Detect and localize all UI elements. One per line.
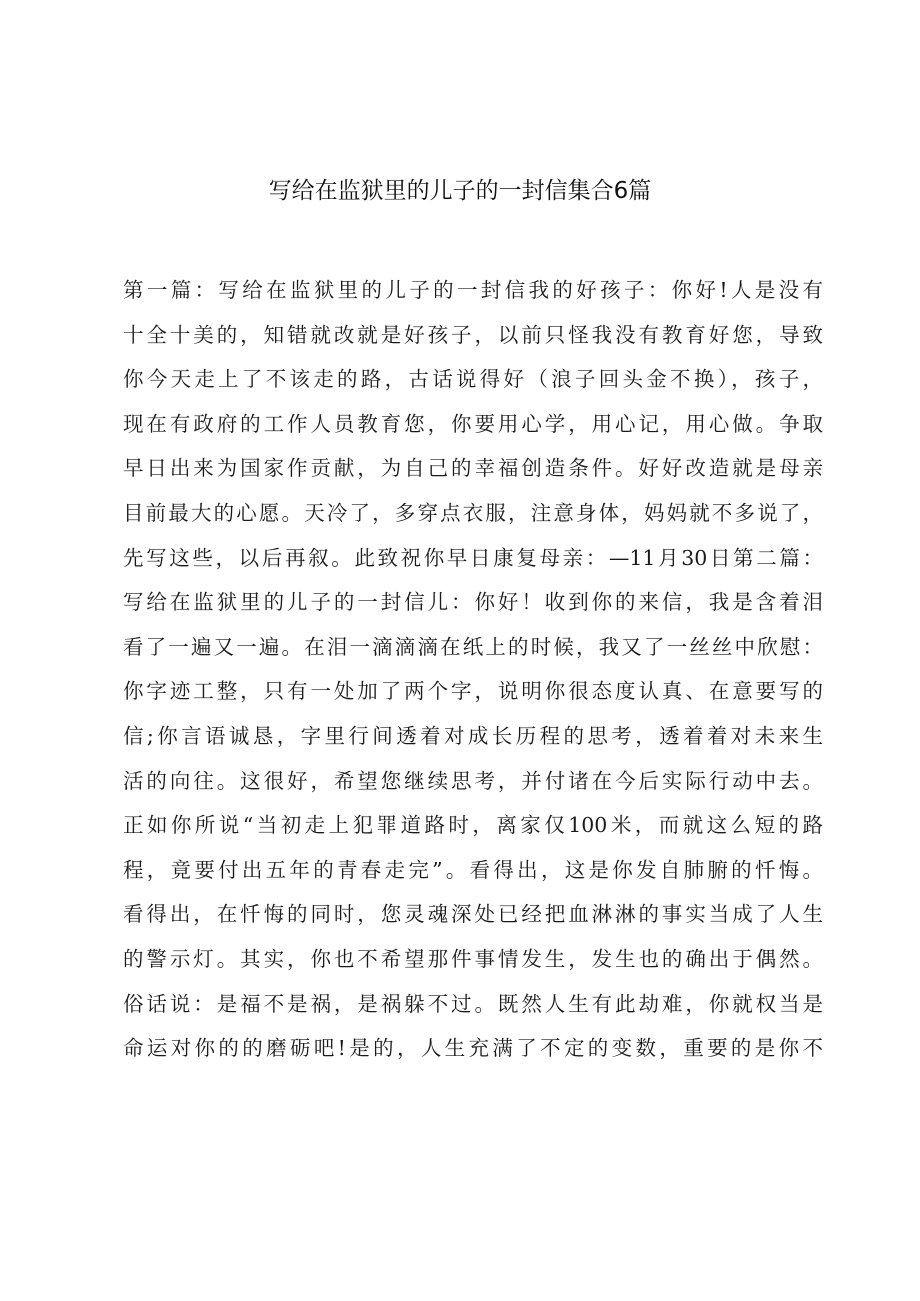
body-line: 先写这些，以后再叙。此致祝你早日康复母亲：—11月30日第二篇：: [123, 545, 823, 570]
body-line: 早日出来为国家作贡献，为自己的幸福创造条件。好好改造就是母亲: [123, 456, 823, 481]
body-line: 十全十美的，知错就改就是好孩子，以前只怪我没有教育好您，导致: [123, 322, 823, 347]
document-body: [123, 268, 823, 1071]
document-title: 写给在监狱里的儿子的一封信集合6篇: [268, 178, 652, 204]
body-line: 写给在监狱里的儿子的一封信儿：你好！收到你的来信，我是含着泪: [123, 590, 823, 615]
body-line: 的警示灯。其实，你也不希望那件事情发生，发生也的确出于偶然。: [123, 946, 823, 971]
body-line: 信;你言语诚恳，字里行间透着对成长历程的思考，透着着对未来生: [123, 723, 823, 748]
body-line: 目前最大的心愿。天冷了，多穿点衣服，注意身体，妈妈就不多说了，: [123, 500, 823, 525]
body-line: 第一篇：写给在监狱里的儿子的一封信我的好孩子：你好!人是没有: [123, 278, 823, 302]
body-line: 你字迹工整，只有一处加了两个字，说明你很态度认真、在意要写的: [123, 679, 823, 704]
body-line: 活的向往。这很好，希望您继续思考，并付诸在今后实际行动中去。: [123, 768, 823, 793]
body-line: 正如你所说“当初走上犯罪道路时，离家仅100米，而就这么短的路: [123, 813, 823, 838]
body-line: 看得出，在忏悔的同时，您灵魂深处已经把血淋淋的事实当成了人生: [123, 902, 823, 927]
body-line: 程，竟要付出五年的青春走完”。看得出，这是你发自肺腑的忏悔。: [123, 857, 823, 882]
body-line: 你今天走上了不该走的路，古话说得好（浪子回头金不换），孩子，: [123, 367, 823, 392]
body-line: 看了一遍又一遍。在泪一滴滴滴在纸上的时候，我又了一丝丝中欣慰：: [123, 634, 823, 659]
body-line: 命运对你的的磨砺吧!是的，人生充满了不定的变数，重要的是你不: [123, 1036, 823, 1061]
body-line: 俗话说：是福不是祸，是祸躲不过。既然人生有此劫难，你就权当是: [123, 991, 823, 1016]
body-line: 现在有政府的工作人员教育您，你要用心学，用心记，用心做。争取: [123, 411, 823, 436]
